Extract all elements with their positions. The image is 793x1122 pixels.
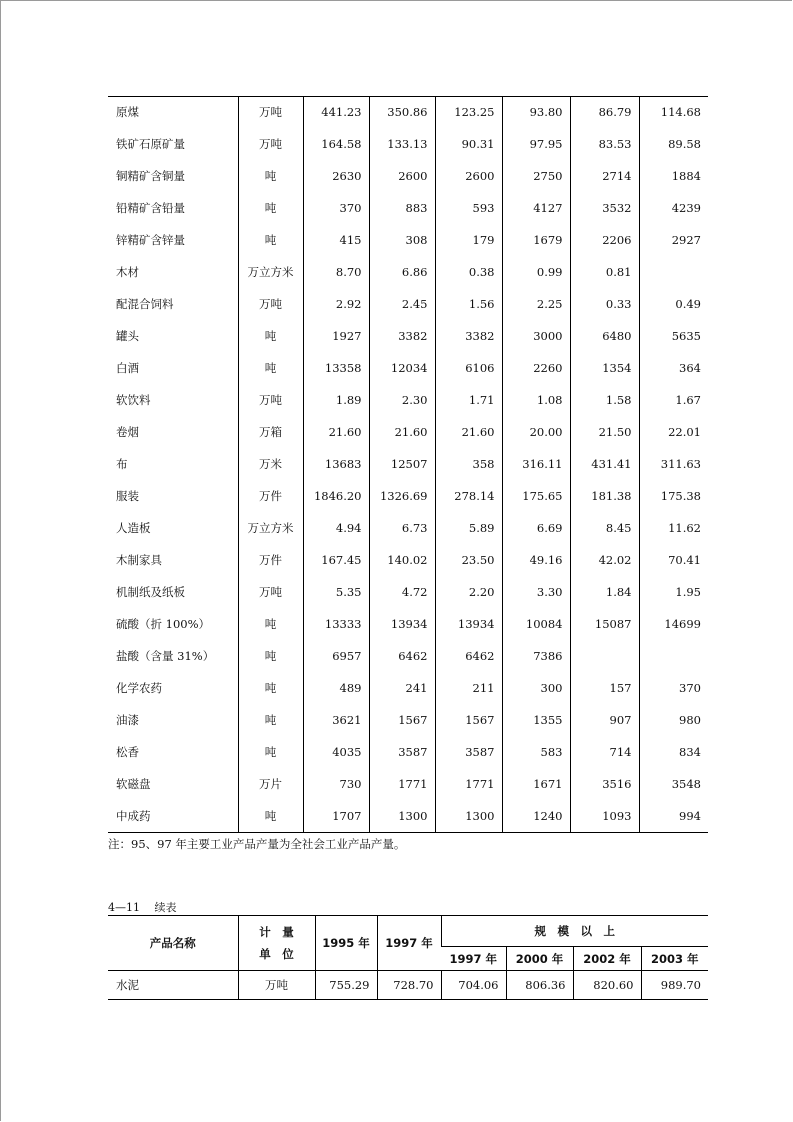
value-cell: 370 — [303, 192, 369, 224]
unit-cell: 万吨 — [238, 128, 303, 160]
value-cell: 2.30 — [369, 384, 435, 416]
value-cell: 12507 — [369, 448, 435, 480]
value-cell: 4.72 — [369, 576, 435, 608]
product-name-cell: 水泥 — [108, 971, 238, 1000]
value-cell: 730 — [303, 768, 369, 800]
value-cell: 0.33 — [570, 288, 639, 320]
value-cell: 489 — [303, 672, 369, 704]
value-cell: 0.38 — [435, 256, 502, 288]
table-row — [108, 128, 708, 160]
value-cell: 370 — [639, 672, 708, 704]
value-cell: 1.56 — [435, 288, 502, 320]
value-cell: 23.50 — [435, 544, 502, 576]
value-cell: 6106 — [435, 352, 502, 384]
value-cell: 311.63 — [639, 448, 708, 480]
value-cell: 415 — [303, 224, 369, 256]
table-row — [108, 768, 708, 800]
continuation-table-body — [108, 971, 708, 1000]
value-cell: 980 — [639, 704, 708, 736]
value-cell: 6.86 — [369, 256, 435, 288]
value-cell: 2.20 — [435, 576, 502, 608]
value-cell: 140.02 — [369, 544, 435, 576]
value-cell: 2260 — [502, 352, 570, 384]
value-cell: 49.16 — [502, 544, 570, 576]
value-cell: 583 — [502, 736, 570, 768]
value-cell: 3382 — [369, 320, 435, 352]
table-row — [108, 672, 708, 704]
product-name-cell: 铅精矿含铅量 — [116, 201, 185, 215]
value-cell: 13934 — [369, 608, 435, 640]
value-cell: 3382 — [435, 320, 502, 352]
value-cell: 1671 — [502, 768, 570, 800]
value-cell: 2600 — [369, 160, 435, 192]
product-name-cell: 布 — [116, 457, 128, 471]
value-cell: 13358 — [303, 352, 369, 384]
unit-cell: 吨 — [238, 224, 303, 256]
product-name-cell: 松香 — [116, 745, 139, 759]
value-cell: 10084 — [502, 608, 570, 640]
value-cell — [639, 256, 708, 288]
value-cell: 3.30 — [502, 576, 570, 608]
value-cell: 2206 — [570, 224, 639, 256]
header-sub-2003: 2003 年 — [641, 947, 708, 971]
unit-cell: 万吨 — [238, 576, 303, 608]
value-cell: 1354 — [570, 352, 639, 384]
value-cell: 358 — [435, 448, 502, 480]
product-name-cell: 软磁盘 — [116, 777, 151, 791]
unit-cell: 万吨 — [238, 96, 303, 128]
continuation-table — [108, 915, 708, 1000]
value-cell: 97.95 — [502, 128, 570, 160]
value-cell: 15087 — [570, 608, 639, 640]
table-row — [108, 96, 708, 128]
product-name-cell: 木材 — [116, 265, 139, 279]
value-cell: 0.49 — [639, 288, 708, 320]
value-cell: 8.45 — [570, 512, 639, 544]
header-unit-line2: 单 位 — [259, 947, 294, 961]
table-row — [108, 544, 708, 576]
table-row — [108, 224, 708, 256]
value-cell: 3000 — [502, 320, 570, 352]
production-table-body — [108, 96, 708, 832]
product-name-cell: 铁矿石原矿量 — [116, 137, 185, 151]
table-row — [108, 800, 708, 832]
product-name-cell: 机制纸及纸板 — [116, 585, 185, 599]
value-cell: 593 — [435, 192, 502, 224]
value-cell: 431.41 — [570, 448, 639, 480]
value-cell: 1300 — [435, 800, 502, 832]
value-cell: 6480 — [570, 320, 639, 352]
header-1995: 1995 年 — [315, 916, 377, 971]
value-cell: 167.45 — [303, 544, 369, 576]
value-cell: 21.60 — [369, 416, 435, 448]
value-cell: 70.41 — [639, 544, 708, 576]
value-cell: 1240 — [502, 800, 570, 832]
unit-cell: 吨 — [238, 736, 303, 768]
value-cell: 157 — [570, 672, 639, 704]
value-cell: 164.58 — [303, 128, 369, 160]
product-name-cell: 铜精矿含铜量 — [116, 169, 185, 183]
value-cell: 3516 — [570, 768, 639, 800]
value-cell: 1846.20 — [303, 480, 369, 512]
table-row — [108, 192, 708, 224]
value-cell: 11.62 — [639, 512, 708, 544]
unit-cell: 吨 — [238, 192, 303, 224]
value-cell: 14699 — [639, 608, 708, 640]
value-cell: 1707 — [303, 800, 369, 832]
product-name-cell: 化学农药 — [116, 681, 162, 695]
value-cell: 2927 — [639, 224, 708, 256]
value-cell: 316.11 — [502, 448, 570, 480]
value-cell: 2.92 — [303, 288, 369, 320]
value-cell: 6462 — [435, 640, 502, 672]
value-cell: 2714 — [570, 160, 639, 192]
value-cell: 364 — [639, 352, 708, 384]
value-cell: 13683 — [303, 448, 369, 480]
value-cell: 6462 — [369, 640, 435, 672]
product-name-cell: 服装 — [116, 489, 139, 503]
unit-cell: 万吨 — [238, 288, 303, 320]
value-cell: 1771 — [435, 768, 502, 800]
product-name-cell: 配混合饲料 — [116, 297, 174, 311]
header-sub-2000: 2000 年 — [506, 947, 573, 971]
header-product-name: 产品名称 — [149, 936, 196, 950]
value-cell: 42.02 — [570, 544, 639, 576]
unit-cell: 万吨 — [238, 384, 303, 416]
value-cell: 3587 — [369, 736, 435, 768]
product-name-cell: 白酒 — [116, 361, 139, 375]
value-cell: 2750 — [502, 160, 570, 192]
value-cell: 1.71 — [435, 384, 502, 416]
value-cell — [639, 640, 708, 672]
value-cell: 728.70 — [377, 971, 441, 1000]
unit-cell: 万立方米 — [238, 512, 303, 544]
value-cell: 114.68 — [639, 96, 708, 128]
header-1997: 1997 年 — [377, 916, 441, 971]
value-cell: 300 — [502, 672, 570, 704]
value-cell: 1355 — [502, 704, 570, 736]
product-name-cell: 中成药 — [116, 808, 151, 823]
value-cell: 1.58 — [570, 384, 639, 416]
value-cell: 6.69 — [502, 512, 570, 544]
value-cell: 3621 — [303, 704, 369, 736]
value-cell: 441.23 — [303, 96, 369, 128]
value-cell: 21.60 — [435, 416, 502, 448]
value-cell: 83.53 — [570, 128, 639, 160]
value-cell: 308 — [369, 224, 435, 256]
product-name-cell: 木制家具 — [116, 553, 162, 567]
value-cell: 834 — [639, 736, 708, 768]
product-name-cell: 油漆 — [116, 713, 139, 727]
value-cell: 714 — [570, 736, 639, 768]
value-cell: 1093 — [570, 800, 639, 832]
table-row — [108, 736, 708, 768]
product-name-cell: 软饮料 — [116, 393, 151, 407]
value-cell: 4127 — [502, 192, 570, 224]
value-cell: 1.84 — [570, 576, 639, 608]
value-cell: 2.45 — [369, 288, 435, 320]
value-cell: 1567 — [435, 704, 502, 736]
value-cell: 3587 — [435, 736, 502, 768]
value-cell: 2600 — [435, 160, 502, 192]
value-cell: 90.31 — [435, 128, 502, 160]
product-name-cell: 卷烟 — [116, 425, 139, 439]
value-cell: 86.79 — [570, 96, 639, 128]
value-cell: 89.58 — [639, 128, 708, 160]
unit-cell: 吨 — [238, 704, 303, 736]
value-cell: 2.25 — [502, 288, 570, 320]
unit-cell: 吨 — [238, 320, 303, 352]
value-cell: 806.36 — [506, 971, 573, 1000]
value-cell: 1.89 — [303, 384, 369, 416]
value-cell: 1927 — [303, 320, 369, 352]
value-cell: 211 — [435, 672, 502, 704]
value-cell: 4035 — [303, 736, 369, 768]
value-cell: 12034 — [369, 352, 435, 384]
value-cell: 704.06 — [441, 971, 506, 1000]
value-cell: 21.50 — [570, 416, 639, 448]
unit-cell: 吨 — [238, 672, 303, 704]
table-row — [108, 160, 708, 192]
product-name-cell: 硫酸（折 100%） — [116, 617, 211, 631]
value-cell: 6.73 — [369, 512, 435, 544]
table-row — [108, 576, 708, 608]
table-row — [108, 384, 708, 416]
value-cell: 0.81 — [570, 256, 639, 288]
value-cell: 883 — [369, 192, 435, 224]
value-cell: 7386 — [502, 640, 570, 672]
value-cell: 123.25 — [435, 96, 502, 128]
product-name-cell: 盐酸（含量 31%） — [116, 649, 215, 663]
value-cell: 350.86 — [369, 96, 435, 128]
unit-cell: 吨 — [238, 160, 303, 192]
value-cell: 181.38 — [570, 480, 639, 512]
value-cell: 1300 — [369, 800, 435, 832]
header-scale-group: 规 模 以 上 — [441, 916, 708, 947]
table-row — [108, 971, 708, 1000]
value-cell: 1326.69 — [369, 480, 435, 512]
value-cell: 20.00 — [502, 416, 570, 448]
value-cell: 175.65 — [502, 480, 570, 512]
product-name-cell: 锌精矿含锌量 — [116, 233, 185, 247]
table-row — [108, 480, 708, 512]
value-cell: 989.70 — [641, 971, 708, 1000]
value-cell: 907 — [570, 704, 639, 736]
table-row — [108, 320, 708, 352]
value-cell: 93.80 — [502, 96, 570, 128]
unit-cell: 万箱 — [238, 416, 303, 448]
value-cell: 1.08 — [502, 384, 570, 416]
header-sub-1997: 1997 年 — [441, 947, 506, 971]
unit-cell: 万米 — [238, 448, 303, 480]
unit-cell: 万吨 — [238, 971, 315, 1000]
value-cell: 820.60 — [573, 971, 641, 1000]
value-cell: 175.38 — [639, 480, 708, 512]
value-cell: 22.01 — [639, 416, 708, 448]
value-cell: 5635 — [639, 320, 708, 352]
header-unit-line1: 计 量 — [259, 925, 294, 939]
table-row — [108, 608, 708, 640]
value-cell: 8.70 — [303, 256, 369, 288]
value-cell: 6957 — [303, 640, 369, 672]
unit-cell: 万立方米 — [238, 256, 303, 288]
table-row — [108, 640, 708, 672]
value-cell: 4.94 — [303, 512, 369, 544]
value-cell: 994 — [639, 800, 708, 832]
table-row — [108, 288, 708, 320]
unit-cell: 吨 — [238, 800, 303, 832]
value-cell: 0.99 — [502, 256, 570, 288]
table-row — [108, 704, 708, 736]
value-cell: 3532 — [570, 192, 639, 224]
value-cell: 179 — [435, 224, 502, 256]
value-cell: 133.13 — [369, 128, 435, 160]
unit-cell: 吨 — [238, 352, 303, 384]
table-note: 注：95、97 年主要工业产品产量为全社会工业产品产量。 — [108, 837, 406, 851]
product-name-cell: 原煤 — [116, 105, 139, 119]
value-cell: 1884 — [639, 160, 708, 192]
table-row — [108, 416, 708, 448]
value-cell: 241 — [369, 672, 435, 704]
production-table — [108, 96, 708, 833]
table-row — [108, 512, 708, 544]
table-row — [108, 256, 708, 288]
value-cell: 1567 — [369, 704, 435, 736]
unit-cell: 万件 — [238, 480, 303, 512]
value-cell: 1679 — [502, 224, 570, 256]
product-name-cell: 罐头 — [116, 329, 139, 343]
value-cell: 21.60 — [303, 416, 369, 448]
product-name-cell: 人造板 — [116, 521, 151, 535]
unit-cell: 吨 — [238, 640, 303, 672]
unit-cell: 万件 — [238, 544, 303, 576]
value-cell: 1.67 — [639, 384, 708, 416]
value-cell: 755.29 — [315, 971, 377, 1000]
value-cell: 1.95 — [639, 576, 708, 608]
value-cell: 13333 — [303, 608, 369, 640]
header-unit — [238, 916, 315, 971]
value-cell: 13934 — [435, 608, 502, 640]
value-cell: 2630 — [303, 160, 369, 192]
value-cell: 4239 — [639, 192, 708, 224]
value-cell: 278.14 — [435, 480, 502, 512]
value-cell: 5.89 — [435, 512, 502, 544]
continuation-caption: 4—11 续表 — [108, 901, 177, 914]
table-row — [108, 352, 708, 384]
unit-cell: 吨 — [238, 608, 303, 640]
value-cell: 1771 — [369, 768, 435, 800]
table-row — [108, 448, 708, 480]
value-cell: 5.35 — [303, 576, 369, 608]
value-cell: 3548 — [639, 768, 708, 800]
value-cell — [570, 640, 639, 672]
header-sub-2002: 2002 年 — [573, 947, 641, 971]
unit-cell: 万片 — [238, 768, 303, 800]
